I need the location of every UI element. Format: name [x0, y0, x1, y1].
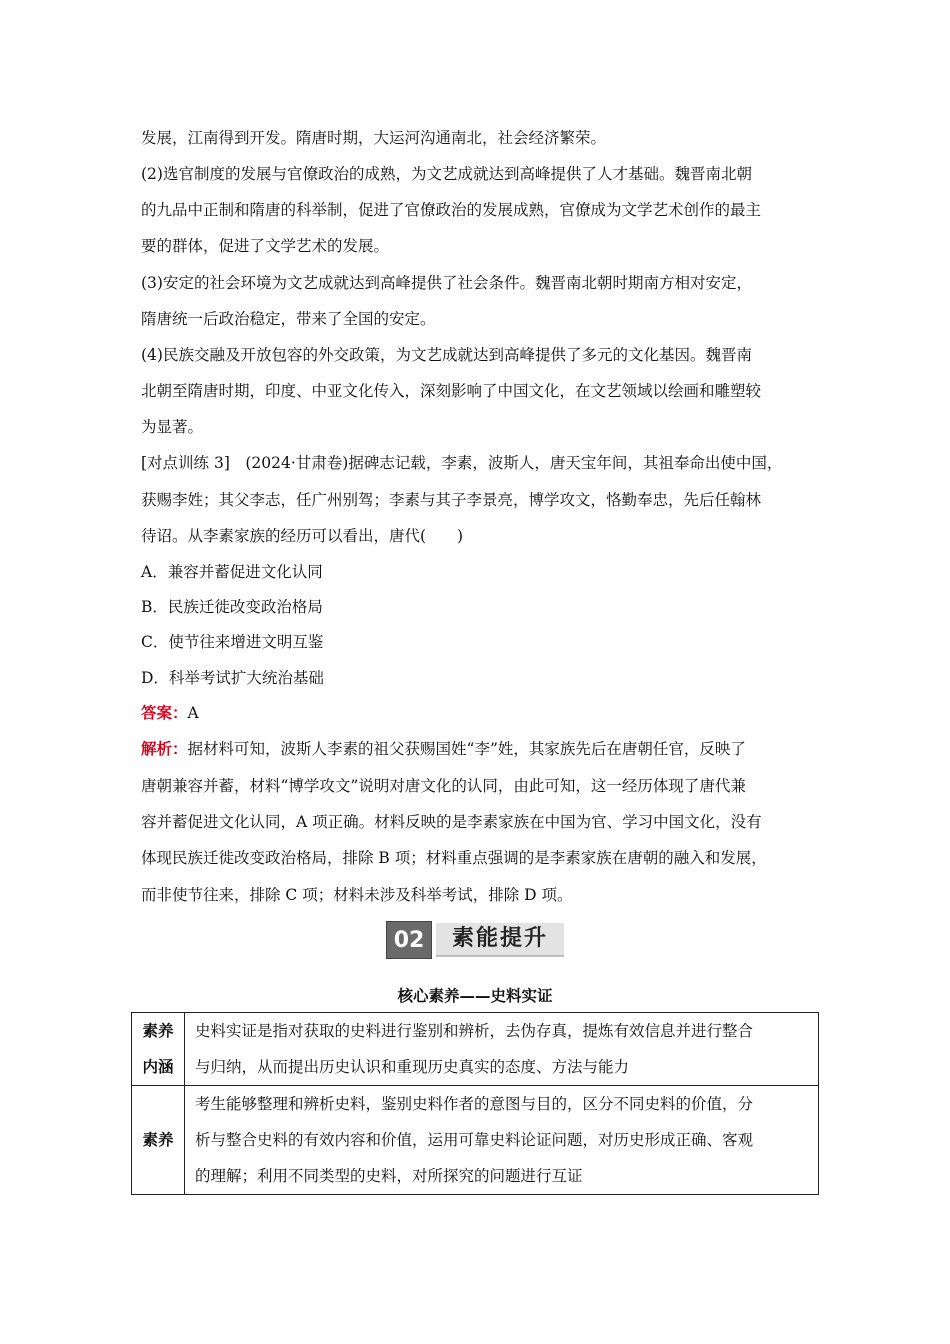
table-row	[132, 1086, 819, 1195]
analysis-line: 解析：据材料可知，波斯人李素的祖父获赐国姓“李”姓，其家族先后在唐朝任官，反映了	[141, 739, 746, 758]
analysis-line: 体现民族迁徙改变政治格局，排除 B 项；材料重点强调的是李素家族在唐朝的融入和发展，	[141, 849, 767, 867]
option-d: D．科举考试扩大统治基础	[141, 669, 324, 687]
question-line: 获赐李姓；其父李志，任广州别驾；李素与其子李景亮，博学攻文，恪勤奉忠，先后任翰林	[141, 491, 762, 509]
paragraph-line: (4)民族交融及开放包容的外交政策，为文艺成就达到高峰提供了多元的文化基因。魏晋南	[141, 346, 752, 364]
row-header: 素养 内涵	[132, 1013, 185, 1086]
paragraph-line: (3)安定的社会环境为文艺成就达到高峰提供了社会条件。魏晋南北朝时期南方相对安定，	[141, 274, 752, 292]
option-c: C．使节往来增进文明互鉴	[141, 633, 324, 651]
answer-label: 答案：	[141, 703, 188, 722]
paragraph-line: 隋唐统一后政治稳定，带来了全国的安定。	[141, 310, 436, 328]
table-row	[132, 1013, 819, 1086]
table-caption: 核心素养——史料实证	[397, 987, 553, 1005]
paragraph-line: (2)选官制度的发展与官僚政治的成熟，为文艺成就达到高峰提供了人才基础。魏晋南北朝	[141, 165, 752, 183]
analysis-label: 解析：	[141, 739, 188, 758]
paragraph-line: 为显著。	[141, 418, 204, 436]
question-line: 待诏。从李素家族的经历可以看出，唐代( )	[141, 527, 464, 545]
analysis-line: 而非使节往来，排除 C 项；材料未涉及科举考试，排除 D 项。	[141, 886, 573, 904]
section-title: 素能提升	[436, 923, 564, 957]
answer-line	[141, 703, 199, 723]
section-banner	[386, 921, 564, 959]
analysis-line: 唐朝兼容并蓄，材料“博学攻文”说明对唐文化的认同，由此可知，这一经历体现了唐代兼	[141, 777, 746, 795]
question-line: [对点训练 3] (2024·甘肃卷)据碑志记载，李素，波斯人，唐天宝年间，其祖奉命出使中国，	[141, 454, 783, 472]
paragraph-line: 发展，江南得到开发。隋唐时期，大运河沟通南北，社会经济繁荣。	[141, 129, 607, 147]
paragraph-line: 要的群体，促进了文学艺术的发展。	[141, 237, 390, 255]
row-header: 素养	[132, 1086, 185, 1195]
section-number: 02	[386, 921, 432, 959]
paragraph-line: 的九品中正制和隋唐的科举制，促进了官僚政治的发展成熟，官僚成为文学艺术创作的最主	[141, 201, 762, 219]
option-b: B．民族迁徙改变政治格局	[141, 598, 323, 616]
literacy-table	[131, 1012, 819, 1195]
row-body: 考生能够整理和辨析史料，鉴别史料作者的意图与目的，区分不同史料的价值，分 析与整合史料的有效内容和价值，运用可靠史料论证问题，对历史形成正确、客观 的理解；利用不同类型的史料，对所探究的问题进行互证	[185, 1086, 819, 1195]
row-body: 史料实证是指对获取的史料进行鉴别和辨析，去伪存真，提炼有效信息并进行整合 与归纳，从而提出历史认识和重现历史真实的态度、方法与能力	[185, 1013, 819, 1086]
analysis-line: 容并蓄促进文化认同，A 项正确。材料反映的是李素家族在中国为官、学习中国文化，没有	[141, 813, 762, 831]
answer-value: A	[187, 704, 199, 722]
paragraph-line: 北朝至隋唐时期，印度、中亚文化传入，深刻影响了中国文化，在文艺领域以绘画和雕塑较	[141, 382, 762, 400]
option-a: A．兼容并蓄促进文化认同	[141, 563, 323, 581]
